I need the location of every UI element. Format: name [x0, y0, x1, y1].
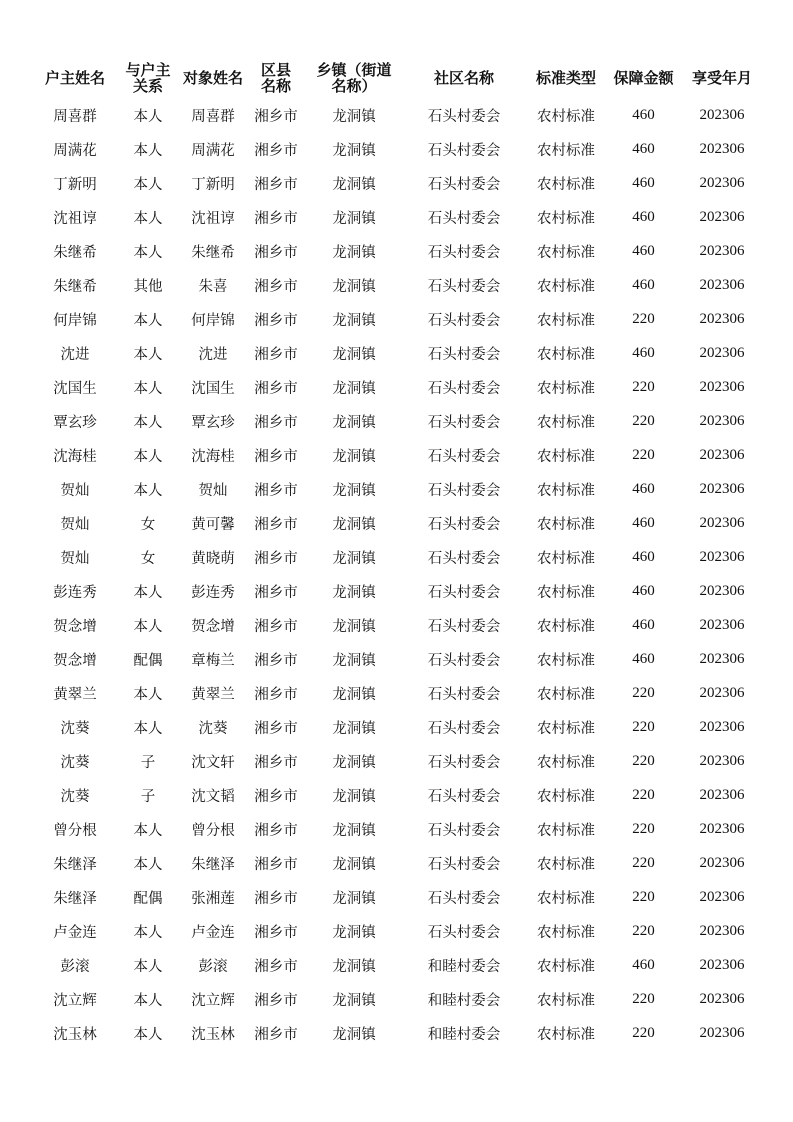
person-name-cell: 周喜群: [191, 108, 235, 125]
standard-type-cell: 农村标准: [537, 788, 595, 805]
period-cell: 202306: [699, 548, 745, 565]
header-period: 享受年月: [691, 69, 752, 87]
standard-type-cell: 农村标准: [537, 822, 595, 839]
table-row: [30, 812, 767, 846]
town-cell: 龙洞镇: [332, 550, 376, 567]
town-cell: 龙洞镇: [332, 618, 376, 635]
table-row: [30, 982, 767, 1016]
person-name-cell: 丁新明: [191, 176, 235, 193]
relationship-cell: 本人: [133, 142, 163, 159]
standard-type-cell: 农村标准: [537, 346, 595, 363]
standard-type-cell: 农村标准: [537, 210, 595, 227]
period-cell: 202306: [699, 888, 745, 905]
community-cell: 石头村委会: [427, 822, 501, 839]
amount-cell: 460: [632, 106, 655, 123]
county-cell: 湘乡市: [254, 618, 298, 635]
amount-cell: 220: [632, 786, 655, 803]
standard-type-cell: 农村标准: [537, 516, 595, 533]
amount-cell: 460: [632, 208, 655, 225]
amount-cell: 220: [632, 378, 655, 395]
community-cell: 和睦村委会: [427, 958, 501, 975]
relationship-cell: 本人: [133, 686, 163, 703]
county-cell: 湘乡市: [254, 380, 298, 397]
community-cell: 石头村委会: [427, 448, 501, 465]
relationship-cell: 本人: [133, 1026, 163, 1043]
period-cell: 202306: [699, 106, 745, 123]
person-name-cell: 张湘莲: [191, 890, 235, 907]
period-cell: 202306: [699, 684, 745, 701]
household-head-cell: 沈海桂: [53, 448, 97, 465]
county-cell: 湘乡市: [254, 856, 298, 873]
relationship-cell: 其他: [133, 278, 163, 295]
relationship-cell: 本人: [133, 244, 163, 261]
period-cell: 202306: [699, 990, 745, 1007]
amount-cell: 460: [632, 650, 655, 667]
person-name-cell: 朱继希: [191, 244, 235, 261]
person-name-cell: 朱喜: [198, 278, 228, 295]
person-name-cell: 沈文轩: [191, 754, 235, 771]
person-name-cell: 黄可馨: [191, 516, 235, 533]
community-cell: 石头村委会: [427, 312, 501, 329]
household-head-cell: 沈葵: [60, 720, 90, 737]
table-row: [30, 472, 767, 506]
relationship-cell: 本人: [133, 346, 163, 363]
table-row: [30, 370, 767, 404]
town-cell: 龙洞镇: [332, 482, 376, 499]
household-head-cell: 沈立辉: [53, 992, 97, 1009]
relationship-cell: 配偶: [133, 652, 163, 669]
person-name-cell: 沈文韬: [191, 788, 235, 805]
community-cell: 石头村委会: [427, 244, 501, 261]
town-cell: 龙洞镇: [332, 448, 376, 465]
household-head-cell: 朱继希: [53, 278, 97, 295]
town-cell: 龙洞镇: [332, 278, 376, 295]
relationship-cell: 本人: [133, 924, 163, 941]
county-cell: 湘乡市: [254, 346, 298, 363]
period-cell: 202306: [699, 718, 745, 735]
community-cell: 石头村委会: [427, 380, 501, 397]
county-cell: 湘乡市: [254, 278, 298, 295]
standard-type-cell: 农村标准: [537, 414, 595, 431]
period-cell: 202306: [699, 616, 745, 633]
community-cell: 石头村委会: [427, 720, 501, 737]
town-cell: 龙洞镇: [332, 142, 376, 159]
period-cell: 202306: [699, 276, 745, 293]
household-head-cell: 覃玄珍: [53, 414, 97, 431]
relationship-cell: 本人: [133, 414, 163, 431]
table-row: [30, 200, 767, 234]
period-cell: 202306: [699, 310, 745, 327]
household-head-cell: 沈国生: [53, 380, 97, 397]
county-cell: 湘乡市: [254, 176, 298, 193]
period-cell: 202306: [699, 922, 745, 939]
town-cell: 龙洞镇: [332, 992, 376, 1009]
relationship-cell: 子: [140, 754, 156, 771]
household-head-cell: 贺灿: [60, 550, 90, 567]
amount-cell: 220: [632, 718, 655, 735]
county-cell: 湘乡市: [254, 788, 298, 805]
community-cell: 石头村委会: [427, 108, 501, 125]
standard-type-cell: 农村标准: [537, 720, 595, 737]
community-cell: 石头村委会: [427, 686, 501, 703]
table-body: [30, 98, 767, 1050]
relationship-cell: 本人: [133, 482, 163, 499]
person-name-cell: 卢金连: [191, 924, 235, 941]
header-amount: 保障金额: [613, 69, 674, 87]
person-name-cell: 贺灿: [198, 482, 228, 499]
county-cell: 湘乡市: [254, 1026, 298, 1043]
table-row: [30, 404, 767, 438]
relationship-cell: 女: [140, 550, 156, 567]
amount-cell: 220: [632, 684, 655, 701]
amount-cell: 460: [632, 514, 655, 531]
amount-cell: 460: [632, 582, 655, 599]
standard-type-cell: 农村标准: [537, 754, 595, 771]
table-row: [30, 98, 767, 132]
period-cell: 202306: [699, 786, 745, 803]
amount-cell: 460: [632, 344, 655, 361]
household-head-cell: 朱继泽: [53, 890, 97, 907]
community-cell: 石头村委会: [427, 652, 501, 669]
standard-type-cell: 农村标准: [537, 584, 595, 601]
county-cell: 湘乡市: [254, 516, 298, 533]
relationship-cell: 本人: [133, 958, 163, 975]
period-cell: 202306: [699, 480, 745, 497]
community-cell: 石头村委会: [427, 142, 501, 159]
community-cell: 和睦村委会: [427, 1026, 501, 1043]
table-row: [30, 880, 767, 914]
amount-cell: 460: [632, 140, 655, 157]
header-community: 社区名称: [433, 69, 494, 87]
household-head-cell: 沈祖谆: [53, 210, 97, 227]
standard-type-cell: 农村标准: [537, 686, 595, 703]
standard-type-cell: 农村标准: [537, 550, 595, 567]
person-name-cell: 何岸锦: [191, 312, 235, 329]
standard-type-cell: 农村标准: [537, 992, 595, 1009]
amount-cell: 220: [632, 820, 655, 837]
table-row: [30, 744, 767, 778]
town-cell: 龙洞镇: [332, 686, 376, 703]
county-cell: 湘乡市: [254, 754, 298, 771]
person-name-cell: 黄翠兰: [191, 686, 235, 703]
town-cell: 龙洞镇: [332, 822, 376, 839]
period-cell: 202306: [699, 378, 745, 395]
town-cell: 龙洞镇: [332, 754, 376, 771]
county-cell: 湘乡市: [254, 448, 298, 465]
town-cell: 龙洞镇: [332, 652, 376, 669]
period-cell: 202306: [699, 514, 745, 531]
table-row: [30, 846, 767, 880]
relationship-cell: 本人: [133, 822, 163, 839]
community-cell: 石头村委会: [427, 856, 501, 873]
relationship-cell: 本人: [133, 448, 163, 465]
amount-cell: 460: [632, 956, 655, 973]
person-name-cell: 沈祖谆: [191, 210, 235, 227]
period-cell: 202306: [699, 956, 745, 973]
standard-type-cell: 农村标准: [537, 618, 595, 635]
standard-type-cell: 农村标准: [537, 1026, 595, 1043]
community-cell: 石头村委会: [427, 516, 501, 533]
standard-type-cell: 农村标准: [537, 482, 595, 499]
household-head-cell: 彭滚: [60, 958, 90, 975]
relationship-cell: 本人: [133, 584, 163, 601]
standard-type-cell: 农村标准: [537, 448, 595, 465]
standard-type-cell: 农村标准: [537, 890, 595, 907]
household-head-cell: 周喜群: [53, 108, 97, 125]
household-head-cell: 丁新明: [53, 176, 97, 193]
relationship-cell: 本人: [133, 618, 163, 635]
standard-type-cell: 农村标准: [537, 278, 595, 295]
standard-type-cell: 农村标准: [537, 856, 595, 873]
household-head-cell: 黄翠兰: [53, 686, 97, 703]
person-name-cell: 曾分根: [191, 822, 235, 839]
amount-cell: 460: [632, 616, 655, 633]
county-cell: 湘乡市: [254, 992, 298, 1009]
community-cell: 石头村委会: [427, 346, 501, 363]
amount-cell: 220: [632, 1024, 655, 1041]
standard-type-cell: 农村标准: [537, 142, 595, 159]
household-head-cell: 朱继泽: [53, 856, 97, 873]
county-cell: 湘乡市: [254, 482, 298, 499]
county-cell: 湘乡市: [254, 244, 298, 261]
table-row: [30, 710, 767, 744]
table-row: [30, 506, 767, 540]
table-row: [30, 540, 767, 574]
header-relationship: 与户主 关系: [125, 61, 171, 95]
town-cell: 龙洞镇: [332, 176, 376, 193]
amount-cell: 460: [632, 276, 655, 293]
town-cell: 龙洞镇: [332, 890, 376, 907]
table-row: [30, 268, 767, 302]
person-name-cell: 沈海桂: [191, 448, 235, 465]
table-row: [30, 948, 767, 982]
community-cell: 石头村委会: [427, 210, 501, 227]
standard-type-cell: 农村标准: [537, 652, 595, 669]
relationship-cell: 本人: [133, 992, 163, 1009]
amount-cell: 460: [632, 548, 655, 565]
amount-cell: 220: [632, 310, 655, 327]
header-county: 区县 名称: [260, 61, 291, 95]
relationship-cell: 本人: [133, 176, 163, 193]
table-row: [30, 132, 767, 166]
person-name-cell: 覃玄珍: [191, 414, 235, 431]
amount-cell: 220: [632, 854, 655, 871]
community-cell: 石头村委会: [427, 890, 501, 907]
table-row: [30, 336, 767, 370]
relationship-cell: 本人: [133, 210, 163, 227]
county-cell: 湘乡市: [254, 924, 298, 941]
county-cell: 湘乡市: [254, 312, 298, 329]
standard-type-cell: 农村标准: [537, 176, 595, 193]
amount-cell: 220: [632, 888, 655, 905]
person-name-cell: 沈进: [198, 346, 228, 363]
amount-cell: 220: [632, 990, 655, 1007]
person-name-cell: 黄晓萌: [191, 550, 235, 567]
household-head-cell: 沈玉林: [53, 1026, 97, 1043]
relationship-cell: 本人: [133, 380, 163, 397]
town-cell: 龙洞镇: [332, 516, 376, 533]
relationship-cell: 本人: [133, 312, 163, 329]
household-head-cell: 沈葵: [60, 754, 90, 771]
town-cell: 龙洞镇: [332, 312, 376, 329]
period-cell: 202306: [699, 752, 745, 769]
town-cell: 龙洞镇: [332, 244, 376, 261]
table-row: [30, 914, 767, 948]
town-cell: 龙洞镇: [332, 210, 376, 227]
amount-cell: 460: [632, 242, 655, 259]
community-cell: 石头村委会: [427, 788, 501, 805]
household-head-cell: 贺灿: [60, 482, 90, 499]
table-row: [30, 302, 767, 336]
person-name-cell: 周满花: [191, 142, 235, 159]
household-head-cell: 周满花: [53, 142, 97, 159]
header-household-head: 户主姓名: [44, 69, 105, 87]
standard-type-cell: 农村标准: [537, 380, 595, 397]
county-cell: 湘乡市: [254, 652, 298, 669]
county-cell: 湘乡市: [254, 210, 298, 227]
period-cell: 202306: [699, 854, 745, 871]
household-head-cell: 沈葵: [60, 788, 90, 805]
relationship-cell: 配偶: [133, 890, 163, 907]
person-name-cell: 沈立辉: [191, 992, 235, 1009]
amount-cell: 460: [632, 174, 655, 191]
county-cell: 湘乡市: [254, 584, 298, 601]
person-name-cell: 章梅兰: [191, 652, 235, 669]
person-name-cell: 沈国生: [191, 380, 235, 397]
community-cell: 石头村委会: [427, 618, 501, 635]
county-cell: 湘乡市: [254, 142, 298, 159]
standard-type-cell: 农村标准: [537, 958, 595, 975]
county-cell: 湘乡市: [254, 108, 298, 125]
town-cell: 龙洞镇: [332, 924, 376, 941]
header-standard-type: 标准类型: [535, 69, 596, 87]
county-cell: 湘乡市: [254, 822, 298, 839]
household-head-cell: 贺灿: [60, 516, 90, 533]
table-row: [30, 608, 767, 642]
relationship-cell: 本人: [133, 720, 163, 737]
period-cell: 202306: [699, 582, 745, 599]
amount-cell: 220: [632, 412, 655, 429]
period-cell: 202306: [699, 140, 745, 157]
relationship-cell: 本人: [133, 856, 163, 873]
table-header-row: [30, 58, 767, 98]
household-head-cell: 卢金连: [53, 924, 97, 941]
standard-type-cell: 农村标准: [537, 924, 595, 941]
standard-type-cell: 农村标准: [537, 312, 595, 329]
period-cell: 202306: [699, 174, 745, 191]
household-head-cell: 曾分根: [53, 822, 97, 839]
table-row: [30, 438, 767, 472]
household-head-cell: 何岸锦: [53, 312, 97, 329]
community-cell: 石头村委会: [427, 924, 501, 941]
table-row: [30, 778, 767, 812]
amount-cell: 460: [632, 480, 655, 497]
table-row: [30, 234, 767, 268]
town-cell: 龙洞镇: [332, 380, 376, 397]
table-row: [30, 676, 767, 710]
period-cell: 202306: [699, 412, 745, 429]
town-cell: 龙洞镇: [332, 108, 376, 125]
relationship-cell: 本人: [133, 108, 163, 125]
person-name-cell: 贺念增: [191, 618, 235, 635]
town-cell: 龙洞镇: [332, 414, 376, 431]
town-cell: 龙洞镇: [332, 720, 376, 737]
table-row: [30, 1016, 767, 1050]
community-cell: 石头村委会: [427, 414, 501, 431]
person-name-cell: 朱继泽: [191, 856, 235, 873]
amount-cell: 220: [632, 752, 655, 769]
person-name-cell: 彭滚: [198, 958, 228, 975]
county-cell: 湘乡市: [254, 958, 298, 975]
community-cell: 石头村委会: [427, 754, 501, 771]
header-town: 乡镇（街道 名称）: [316, 61, 392, 95]
period-cell: 202306: [699, 344, 745, 361]
community-cell: 石头村委会: [427, 584, 501, 601]
period-cell: 202306: [699, 1024, 745, 1041]
household-head-cell: 朱继希: [53, 244, 97, 261]
period-cell: 202306: [699, 208, 745, 225]
town-cell: 龙洞镇: [332, 788, 376, 805]
relationship-cell: 女: [140, 516, 156, 533]
amount-cell: 220: [632, 922, 655, 939]
county-cell: 湘乡市: [254, 720, 298, 737]
table-row: [30, 166, 767, 200]
amount-cell: 220: [632, 446, 655, 463]
household-head-cell: 贺念增: [53, 652, 97, 669]
period-cell: 202306: [699, 242, 745, 259]
community-cell: 石头村委会: [427, 482, 501, 499]
standard-type-cell: 农村标准: [537, 244, 595, 261]
community-cell: 和睦村委会: [427, 992, 501, 1009]
person-name-cell: 沈玉林: [191, 1026, 235, 1043]
period-cell: 202306: [699, 820, 745, 837]
person-name-cell: 沈葵: [198, 720, 228, 737]
period-cell: 202306: [699, 650, 745, 667]
town-cell: 龙洞镇: [332, 958, 376, 975]
household-head-cell: 沈进: [60, 346, 90, 363]
community-cell: 石头村委会: [427, 550, 501, 567]
community-cell: 石头村委会: [427, 176, 501, 193]
county-cell: 湘乡市: [254, 414, 298, 431]
town-cell: 龙洞镇: [332, 584, 376, 601]
standard-type-cell: 农村标准: [537, 108, 595, 125]
town-cell: 龙洞镇: [332, 346, 376, 363]
relationship-cell: 子: [140, 788, 156, 805]
period-cell: 202306: [699, 446, 745, 463]
community-cell: 石头村委会: [427, 278, 501, 295]
header-person-name: 对象姓名: [182, 69, 243, 87]
household-head-cell: 贺念增: [53, 618, 97, 635]
beneficiary-table: [30, 58, 767, 1050]
town-cell: 龙洞镇: [332, 1026, 376, 1043]
table-row: [30, 574, 767, 608]
town-cell: 龙洞镇: [332, 856, 376, 873]
county-cell: 湘乡市: [254, 550, 298, 567]
person-name-cell: 彭连秀: [191, 584, 235, 601]
table-row: [30, 642, 767, 676]
county-cell: 湘乡市: [254, 686, 298, 703]
household-head-cell: 彭连秀: [53, 584, 97, 601]
county-cell: 湘乡市: [254, 890, 298, 907]
